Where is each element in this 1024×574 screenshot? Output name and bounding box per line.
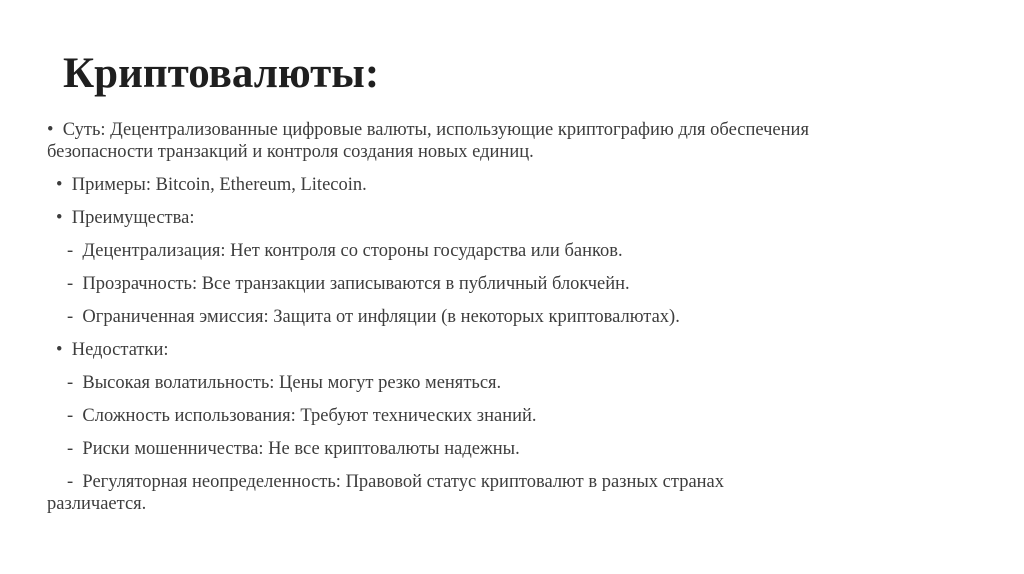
- regulatory-paragraph: [47, 471, 987, 515]
- disadvantage-item: - Риски мошенничества: Не все криптовалюты надежны.: [67, 439, 520, 459]
- advantage-item: - Прозрачность: Все транзакции записываются в публичный блокчейн.: [67, 274, 630, 294]
- disadvantage-item: - Высокая волатильность: Цены могут резко меняться.: [67, 373, 502, 393]
- slide-title: Криптовалюты:: [63, 50, 380, 97]
- disadvantages-heading: • Недостатки:: [56, 340, 169, 360]
- essence-paragraph: [47, 119, 987, 163]
- examples-item: • Примеры: Bitcoin, Ethereum, Litecoin.: [56, 175, 367, 195]
- disadvantage-item: - Сложность использования: Требуют технических знаний.: [67, 406, 537, 426]
- advantage-item: - Ограниченная эмиссия: Защита от инфляции (в некоторых криптовалютах).: [67, 307, 680, 327]
- essence-line-2: безопасности транзакций и контроля создания новых единиц.: [47, 142, 534, 162]
- regulatory-line-2: различается.: [47, 494, 147, 514]
- regulatory-line-1: - Регуляторная неопределенность: Правовой статус криптовалют в разных странах: [67, 472, 725, 492]
- slide-body: [47, 114, 987, 515]
- essence-line-1: • Суть: Децентрализованные цифровые валюты, использующие криптографию для обеспечения: [47, 120, 809, 140]
- advantage-item: - Децентрализация: Нет контроля со стороны государства или банков.: [67, 241, 623, 261]
- advantages-heading: • Преимущества:: [56, 208, 195, 228]
